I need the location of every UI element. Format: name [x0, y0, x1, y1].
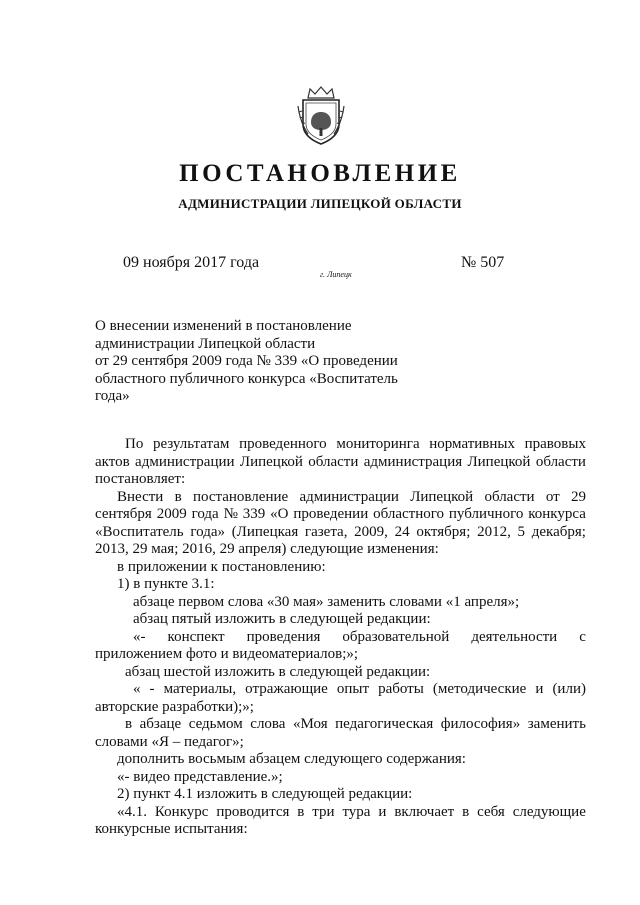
body-line [95, 489, 586, 507]
word: октября; [416, 523, 471, 540]
body-line: абзаце первом слова «30 мая» заменить словами «1 апреля»; [133, 593, 520, 610]
document-date: 09 ноября 2017 года [123, 254, 260, 271]
word: результатам [152, 436, 230, 452]
word: администрация [363, 453, 463, 470]
word: нормативных [429, 436, 515, 452]
word: проведения [246, 628, 321, 645]
subject-line: от 29 сентября 2009 года № 339 «О проведении [95, 353, 398, 369]
word: администрации [135, 453, 235, 470]
word: в [174, 488, 182, 505]
body-line: 2) пункт 4.1 изложить в следующей редакции: [117, 786, 413, 802]
body-line [95, 804, 586, 822]
issuing-authority: АДМИНИСТРАЦИИ ЛИПЕЦКОЙ ОБЛАСТИ [178, 196, 462, 211]
word: области [484, 488, 535, 505]
word: «- [133, 628, 146, 645]
word: « [133, 681, 141, 697]
word: включает [394, 803, 455, 820]
word: педагогическая [335, 716, 434, 732]
word: от [545, 488, 560, 505]
body-line: постановляет: [95, 471, 186, 487]
body-line: авторские разработки);»; [95, 698, 254, 715]
word: - [149, 681, 155, 697]
subject-line: администрации Липецкой области [95, 335, 316, 352]
coat-of-arms-icon [296, 84, 346, 146]
word: опыт [336, 681, 370, 697]
word: Липецкой [239, 453, 303, 470]
word: № [223, 506, 238, 522]
word: с [579, 628, 586, 645]
subject-line: года» [95, 388, 130, 404]
word: проводится [216, 803, 290, 820]
document-city: г. Липецк [320, 270, 352, 279]
body-line [95, 629, 586, 647]
word: 339 [242, 506, 266, 522]
word: областного [373, 506, 445, 522]
word: актов [95, 453, 130, 470]
word: в [462, 803, 470, 820]
word: деятельности [471, 628, 558, 645]
word: сентября [95, 506, 152, 522]
word: Липецкой [410, 488, 474, 505]
word: (или) [552, 681, 586, 697]
body-line: дополнить восьмым абзацем следующего содержания: [117, 751, 466, 767]
word: публичного [448, 506, 524, 522]
word: 2012, [477, 523, 511, 540]
document-title: ПОСТАНОВЛЕНИЕ [179, 160, 461, 187]
document-body [95, 436, 586, 839]
word: философия» [440, 716, 521, 732]
body-line: 1) в пункте 3.1: [117, 576, 215, 592]
word: 2009, [354, 523, 388, 540]
word: себя [477, 803, 505, 820]
word: образовательной [342, 628, 450, 645]
body-line [95, 524, 586, 542]
document-number: № 507 [461, 254, 505, 271]
document-subject [95, 318, 435, 406]
word: По [125, 436, 144, 452]
body-line: абзац шестой изложить в следующей редакции: [125, 663, 431, 680]
word: «4.1. [117, 803, 147, 820]
word: (Липецкая [231, 523, 299, 540]
word: в [125, 716, 133, 732]
word: абзаце [139, 716, 182, 732]
body-line [95, 681, 586, 699]
body-line: 2013, 29 мая; 2016, 29 апреля) следующие изменения: [95, 541, 439, 557]
body-line [95, 716, 586, 734]
word: конкурса [528, 506, 586, 522]
word: области [535, 453, 586, 470]
word: года» [190, 523, 225, 540]
word: седьмом [188, 716, 243, 732]
word: 2009 [156, 506, 187, 522]
body-line [95, 436, 586, 454]
word: «Воспитатель [95, 523, 184, 540]
body-line: в приложении к постановлению: [117, 558, 326, 575]
word: 29 [570, 488, 586, 505]
word: отражающие [245, 681, 328, 697]
word: постановление [192, 488, 289, 505]
body-line [95, 454, 586, 472]
word: заменить [527, 716, 586, 732]
word: 5 [517, 523, 526, 540]
body-line: конкурсные испытания: [95, 821, 248, 837]
word: мониторинга [336, 436, 420, 452]
word: проведенного [239, 436, 327, 452]
word: Липецкой [467, 453, 531, 470]
subject-line: О внесении изменений в постановление [95, 318, 352, 334]
word: слова [250, 716, 286, 732]
word: три [312, 803, 335, 820]
subject-line: областного публичного конкурса «Воспитатель [95, 370, 398, 387]
word: правовых [524, 436, 586, 452]
word: 24 [394, 523, 410, 540]
word: области [308, 453, 359, 470]
body-line [95, 506, 586, 524]
word: газета, [304, 523, 348, 540]
word: администрации [299, 488, 399, 505]
word: работы [378, 681, 424, 697]
word: декабря; [531, 523, 586, 540]
word: (методические [432, 681, 527, 697]
body-line: приложением фото и видеоматериалов;»; [95, 646, 359, 662]
word: в [297, 803, 305, 820]
word: конспект [167, 628, 225, 645]
word: года [191, 506, 219, 522]
word: «О [270, 506, 289, 522]
word: тура [342, 803, 371, 820]
body-line: абзац пятый изложить в следующей редакции: [133, 611, 431, 627]
word: Конкурс [154, 803, 209, 820]
word: материалы, [163, 681, 237, 697]
word: Внести [117, 488, 164, 505]
body-line: словами «Я – педагог»; [95, 733, 244, 750]
word: следующие [512, 803, 586, 820]
word: «Моя [293, 716, 328, 732]
word: и [378, 803, 387, 820]
word: проведении [293, 506, 369, 522]
word: и [535, 681, 544, 697]
body-line: «- видео представление.»; [117, 768, 283, 785]
